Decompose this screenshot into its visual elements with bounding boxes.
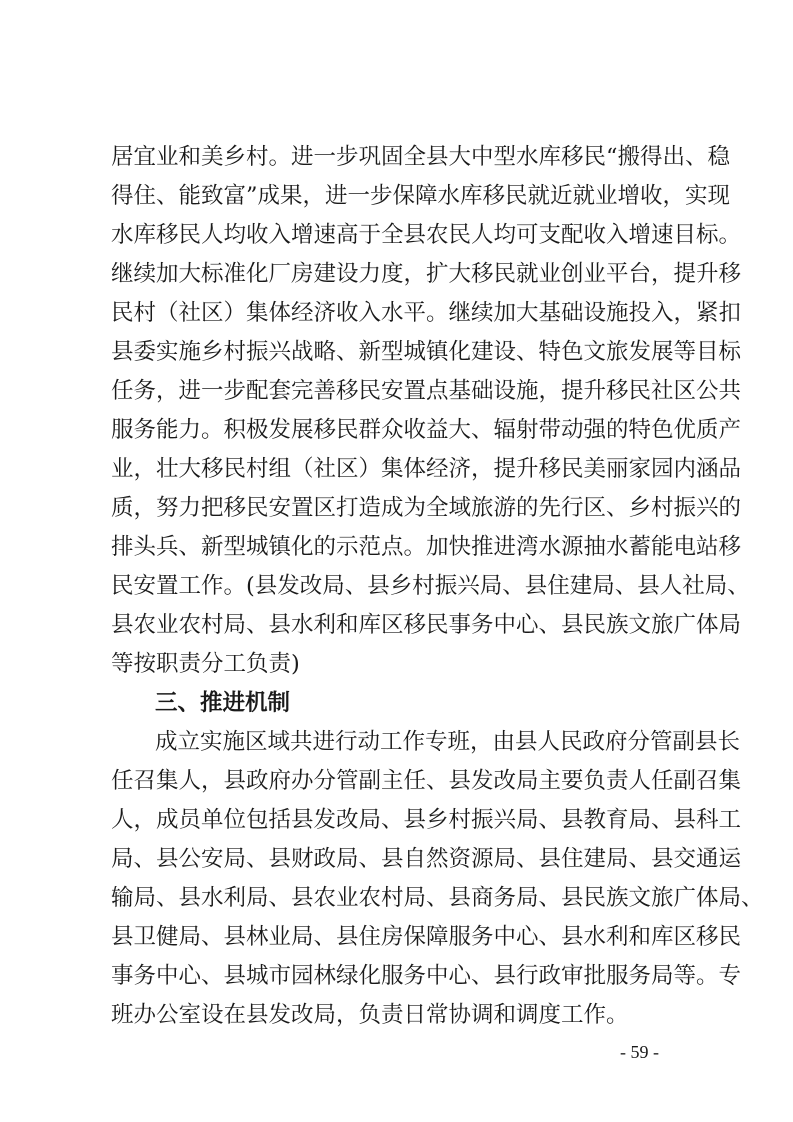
paragraph-1-line-11: 排头兵、新型城镇化的示范点。加快推进湾水源抽水蓄能电站移 <box>111 534 742 560</box>
paragraph-1-line-3: 水库移民人均收入增速高于全县农民人均可支配收入增速目标。 <box>111 222 742 248</box>
paragraph-2-line-3: 人，成员单位包括县发改局、县乡村振兴局、县教育局、县科工 <box>111 807 742 833</box>
paragraph-1-line-1: 居宜业和美乡村。进一步巩固全县大中型水库移民“搬得出、稳 <box>111 144 731 170</box>
paragraph-2-line-8: 班办公室设在县发改局，负责日常协调和调度工作。 <box>111 1002 629 1028</box>
paragraph-1-line-5: 民村（社区）集体经济收入水平。继续加大基础设施投入，紧扣 <box>111 300 742 326</box>
paragraph-1-line-2: 得住、能致富”成果，进一步保障水库移民就近就业增收，实现 <box>111 183 731 209</box>
paragraph-2-line-6: 县卫健局、县林业局、县住房保障服务中心、县水利和库区移民 <box>111 924 742 950</box>
paragraph-1-line-7: 任务，进一步配套完善移民安置点基础设施，提升移民社区公共 <box>111 378 742 404</box>
paragraph-2-line-5: 输局、县水利局、县农业农村局、县商务局、县民族文旅广体局、 <box>111 885 764 911</box>
paragraph-1-line-13: 县农业农村局、县水利和库区移民事务中心、县民族文旅广体局 <box>111 612 742 638</box>
paragraph-1-line-9: 业，壮大移民村组（社区）集体经济，提升移民美丽家园内涵品 <box>111 456 742 482</box>
paragraph-2-line-7: 事务中心、县城市园林绿化服务中心、县行政审批服务局等。专 <box>111 963 742 989</box>
paragraph-1-line-10: 质，努力把移民安置区打造成为全域旅游的先行区、乡村振兴的 <box>111 495 742 521</box>
paragraph-1-line-4: 继续加大标准化厂房建设力度，扩大移民就业创业平台，提升移 <box>111 261 742 287</box>
paragraph-2-line-1: 成立实施区域共进行动工作专班，由县人民政府分管副县长 <box>155 729 741 755</box>
page-number: - 59 - <box>620 1042 659 1062</box>
paragraph-1-line-8: 服务能力。积极发展移民群众收益大、辐射带动强的特色优质产 <box>111 417 742 443</box>
paragraph-2-line-4: 局、县公安局、县财政局、县自然资源局、县住建局、县交通运 <box>111 846 742 872</box>
paragraph-1-line-12: 民安置工作。(县发改局、县乡村振兴局、县住建局、县人社局、 <box>111 573 750 599</box>
paragraph-1-line-6: 县委实施乡村振兴战略、新型城镇化建设、特色文旅发展等目标 <box>111 339 742 365</box>
paragraph-2-line-2: 任召集人，县政府办分管副主任、县发改局主要负责人任副召集 <box>111 768 742 794</box>
section-heading: 三、推进机制 <box>155 690 291 716</box>
paragraph-1-line-14: 等按职责分工负责) <box>111 651 300 677</box>
